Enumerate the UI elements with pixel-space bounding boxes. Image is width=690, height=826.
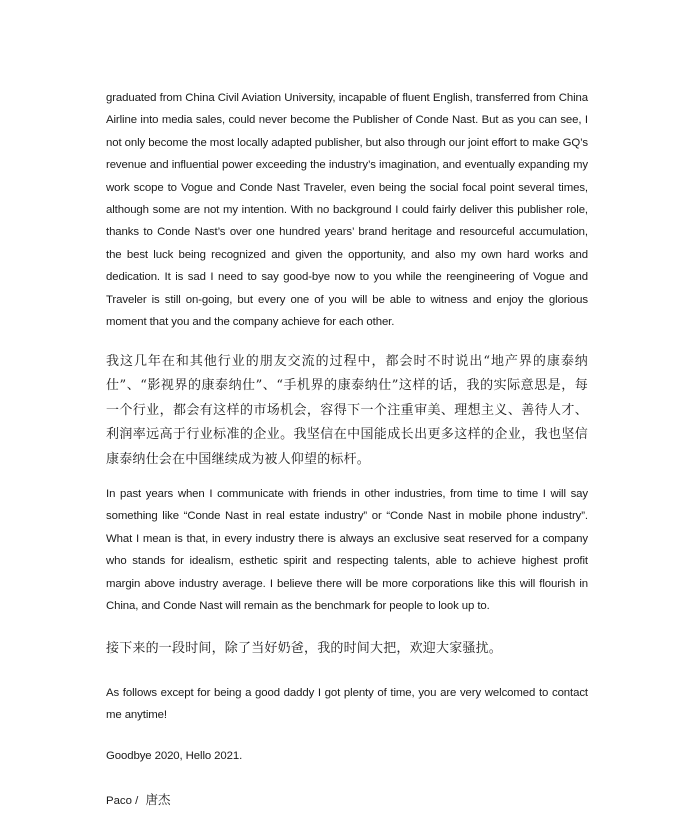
letter-paragraph-english-3: As follows except for being a good daddy I got plenty of time, you are very welcomed to contact me anytime! bbox=[106, 687, 588, 722]
signature-name: Paco / bbox=[106, 795, 139, 807]
signature-chinese-name: 唐杰 bbox=[145, 792, 171, 807]
letter-paragraph-chinese-2: 接下来的一段时间，除了当好奶爸，我的时间大把，欢迎大家骚扰。 bbox=[106, 641, 503, 656]
letter-paragraph-chinese-1: 我这几年在和其他行业的朋友交流的过程中，都会时不时说出“地产界的康泰纳仕”、“影视界的康泰纳仕”、“手机界的康泰纳仕”这样的话，我的实际意思是，每一个行业，都会有这样的市场机会，容得下一个注重审美、理想主义、善待人才、利润率远高于行业标准的企业。我坚信在中国能成长出更多这样的企业，我也坚信康泰纳仕会在中国继续成为被人仰望的标杆。 bbox=[106, 354, 588, 467]
letter-paragraph-english-1: graduated from China Civil Aviation University, incapable of fluent English, transferred from China Airline into media sales, could never become the Publisher of Conde Nast. But as you can see, I not only become the most locally adapted publisher, but also through our joint effort to make GQ’s revenue and influential power exceeding the industry’s imagination, and eventually expanding my work scope to Vogue and Conde Nast Traveler, even being the social focal point several times, although some are not my intention. With no background I could fairly deliver this publisher role, thanks to Conde Nast’s over one hundred years’ brand heritage and resourceful accumulation, the best luck being recognized and given the opportunity, and also my own hard works and dedication. It is sad I need to say good-bye now to you while the reengineering of Vogue and Traveler is still on-going, but every one of you will be able to witness and enjoy the glorious moment that you and the company achieve for each other. bbox=[106, 92, 588, 329]
letter-signature bbox=[106, 789, 170, 812]
letter-closing: Goodbye 2020, Hello 2021. bbox=[106, 750, 243, 762]
letter-paragraph-english-2: In past years when I communicate with friends in other industries, from time to time I will say something like “Conde Nast in real estate industry” or “Conde Nast in mobile phone industry”. What I mean is that, in every industry there is always an exclusive seat reserved for a company who stands for idealism, esthetic spirit and respecting talents, able to achieve highest profit margin above industry average. I believe there will be more corporations like this will flourish in China, and Conde Nast will remain as the benchmark for people to look up to. bbox=[106, 488, 588, 613]
